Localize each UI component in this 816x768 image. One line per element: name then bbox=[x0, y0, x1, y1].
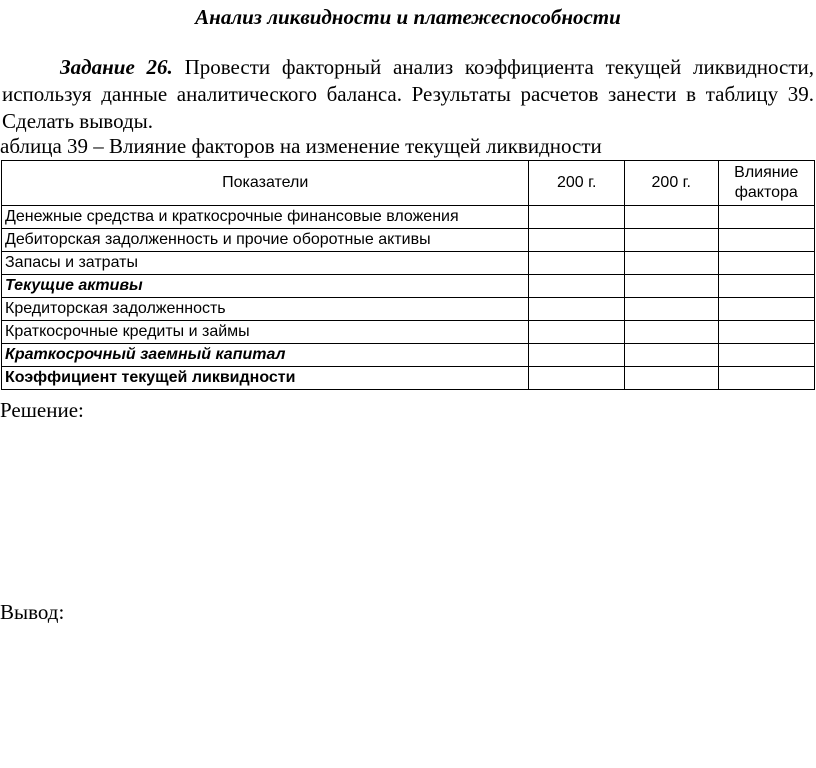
cell-factor bbox=[718, 206, 814, 229]
cell-year-2 bbox=[624, 206, 718, 229]
cell-year-1 bbox=[529, 275, 625, 298]
task-paragraph bbox=[2, 54, 814, 135]
header-factor-influence: Влияние фактора bbox=[718, 161, 814, 206]
task-text: Провести факторный анализ коэффициента текущей ликвидности, используя данные аналитического баланса. Результаты расчетов занести в таблицу 39. Сделать выводы. bbox=[2, 55, 815, 133]
row-label: Текущие активы bbox=[2, 275, 529, 298]
cell-year-1 bbox=[529, 206, 625, 229]
table-row bbox=[2, 298, 815, 321]
row-label: Краткосрочные кредиты и займы bbox=[2, 321, 529, 344]
cell-year-2 bbox=[624, 298, 718, 321]
cell-year-1 bbox=[529, 321, 625, 344]
cell-factor bbox=[718, 252, 814, 275]
cell-factor bbox=[718, 229, 814, 252]
table-row bbox=[2, 344, 815, 367]
cell-factor bbox=[718, 367, 814, 390]
cell-year-2 bbox=[624, 229, 718, 252]
cell-year-2 bbox=[624, 344, 718, 367]
table-header-row bbox=[2, 161, 815, 206]
page-title: Анализ ликвидности и платежеспособности bbox=[195, 5, 621, 29]
table-row bbox=[2, 252, 815, 275]
cell-year-1 bbox=[529, 344, 625, 367]
row-label: Дебиторская задолженность и прочие оборотные активы bbox=[2, 229, 529, 252]
cell-year-1 bbox=[529, 298, 625, 321]
cell-year-2 bbox=[624, 275, 718, 298]
header-year-2: 200 г. bbox=[624, 161, 718, 206]
table-caption: аблица 39 – Влияние факторов на изменение текущей ликвидности bbox=[0, 134, 602, 158]
cell-year-1 bbox=[529, 367, 625, 390]
table-row bbox=[2, 275, 815, 298]
cell-year-1 bbox=[529, 252, 625, 275]
table-row bbox=[2, 206, 815, 229]
cell-factor bbox=[718, 298, 814, 321]
task-number: Задание 26. bbox=[60, 55, 173, 79]
solution-label: Решение: bbox=[0, 398, 84, 422]
row-label: Краткосрочный заемный капитал bbox=[2, 344, 529, 367]
cell-year-2 bbox=[624, 252, 718, 275]
cell-factor bbox=[718, 344, 814, 367]
conclusion-label: Вывод: bbox=[0, 600, 65, 624]
header-indicators: Показатели bbox=[2, 161, 529, 206]
cell-factor bbox=[718, 275, 814, 298]
cell-year-2 bbox=[624, 321, 718, 344]
row-label: Кредиторская задолженность bbox=[2, 298, 529, 321]
header-year-1: 200 г. bbox=[529, 161, 625, 206]
row-label: Коэффициент текущей ликвидности bbox=[2, 367, 529, 390]
table-row bbox=[2, 367, 815, 390]
table-row bbox=[2, 229, 815, 252]
table-row bbox=[2, 321, 815, 344]
cell-year-2 bbox=[624, 367, 718, 390]
row-label: Запасы и затраты bbox=[2, 252, 529, 275]
cell-factor bbox=[718, 321, 814, 344]
factor-table bbox=[1, 160, 815, 390]
row-label: Денежные средства и краткосрочные финансовые вложения bbox=[2, 206, 529, 229]
cell-year-1 bbox=[529, 229, 625, 252]
